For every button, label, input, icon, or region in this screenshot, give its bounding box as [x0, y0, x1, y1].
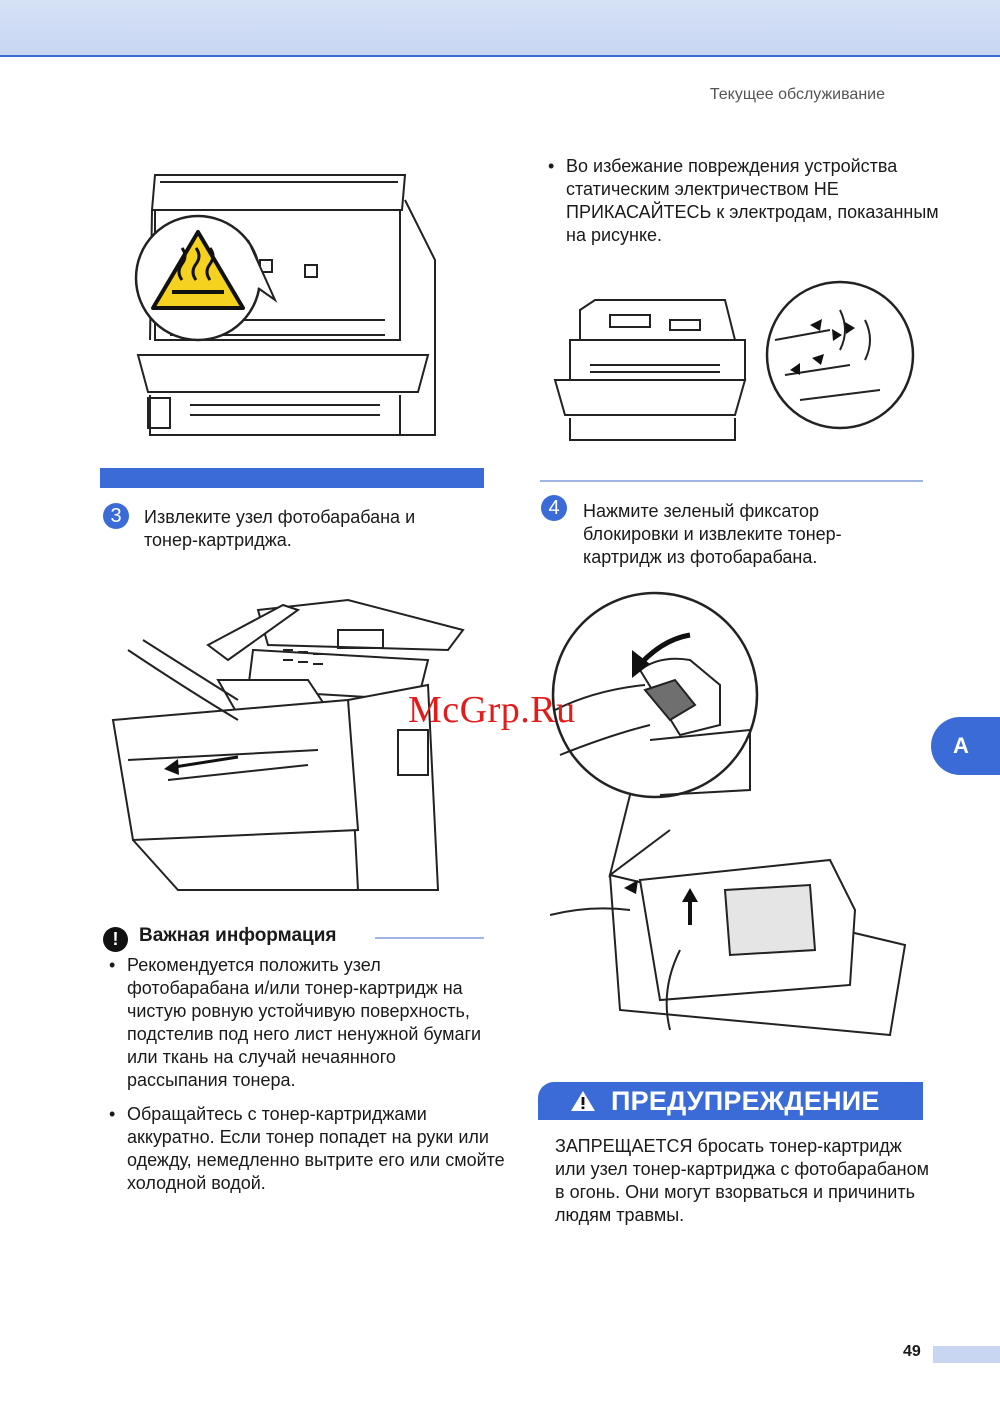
important-item-1: • Рекомендуется положить узел фотобарабана и/или тонер-картридж на чистую ровную устойчивую поверхность, подстелив под него лист ненужной бумаги или ткань на случай нечаянного рассыпания тонера. — [104, 954, 497, 1092]
top-header-band — [0, 0, 1000, 57]
important-divider — [375, 937, 484, 939]
appendix-tab: A — [931, 717, 1000, 775]
page-number-bar — [933, 1346, 1000, 1363]
remove-drum-unit-figure — [108, 590, 470, 895]
electrodes-figure — [550, 280, 915, 460]
warning-triangle-icon — [570, 1090, 596, 1112]
watermark: McGrp.Ru — [408, 689, 576, 731]
warning-text: ЗАПРЕЩАЕТСЯ бросать тонер-картридж или узел тонер-картриджа с фотобарабаном в огонь. Они могут взорваться и причинить людям травмы. — [555, 1136, 929, 1225]
step-number-3: 3 — [103, 503, 129, 529]
green-lock-lever-figure — [550, 590, 912, 1045]
running-header: Текущее обслуживание — [709, 86, 885, 103]
important-title: Важная информация — [139, 925, 337, 946]
warning-title: ПРЕДУПРЕЖДЕНИЕ — [611, 1086, 880, 1116]
electrode-caution-bullet: • Во избежание повреждения устройства статическим электричеством НЕ ПРИКАСАЙТЕСЬ к электродам, показанным на рисунке. — [543, 155, 951, 247]
section-bar-left — [100, 468, 484, 488]
warning-banner — [538, 1082, 923, 1120]
step-4-text: Нажмите зеленый фиксатор блокировки и извлеките тонер-картридж из фотобарабана. — [583, 501, 842, 567]
open-printer-hot-surface-figure — [130, 170, 445, 445]
important-item-2: • Обращайтесь с тонер-картриджами аккуратно. Если тонер попадет на руки или одежду, немедленно вытрите его или смойте холодной водой. — [104, 1103, 507, 1195]
important-icon: ! — [103, 927, 128, 952]
step-3-text: Извлеките узел фотобарабана и тонер-картриджа. — [144, 507, 416, 550]
important-heading — [103, 925, 336, 952]
step-number-4: 4 — [541, 495, 567, 521]
section-line-right — [540, 480, 923, 482]
page-number: 49 — [903, 1343, 921, 1360]
